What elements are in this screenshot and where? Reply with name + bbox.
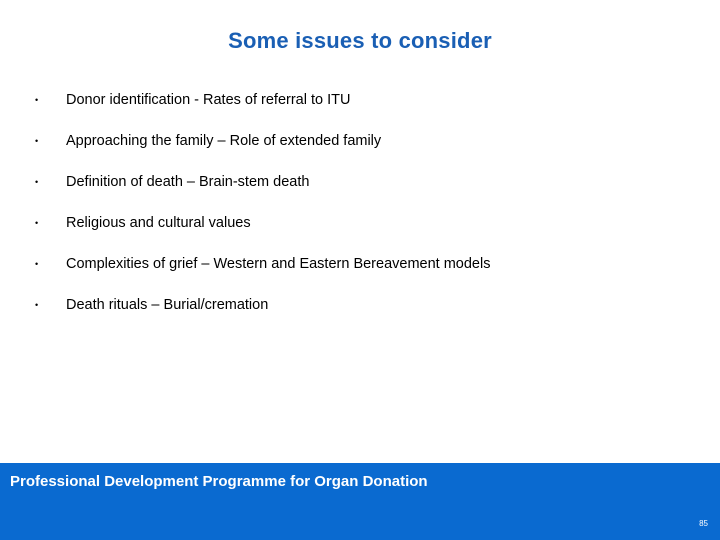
bullet-marker: •	[35, 300, 39, 310]
bullet-marker: •	[35, 136, 39, 146]
bullet-marker: •	[35, 95, 39, 105]
bullet-text: Approaching the family – Role of extended family	[66, 133, 382, 149]
bullet-text: Religious and cultural values	[66, 215, 251, 231]
bullet-text: Death rituals – Burial/cremation	[66, 297, 269, 313]
bullet-text: Complexities of grief – Western and Eastern Bereavement models	[66, 256, 491, 272]
bullet-item	[0, 170, 720, 211]
programme-name: Professional Development Programme for Organ Donation	[10, 473, 428, 490]
bullet-marker: •	[35, 177, 39, 187]
bullet-list	[0, 88, 720, 334]
bullet-text: Donor identification - Rates of referral to ITU	[66, 92, 351, 108]
bullet-item	[0, 252, 720, 293]
bullet-item	[0, 129, 720, 170]
bullet-item	[0, 88, 720, 129]
bullet-item	[0, 211, 720, 252]
slide-title: Some issues to consider	[228, 28, 492, 53]
footer-bar	[0, 463, 720, 540]
bullet-marker: •	[35, 259, 39, 269]
bullet-item	[0, 293, 720, 334]
bullet-marker: •	[35, 218, 39, 228]
bullet-text: Definition of death – Brain-stem death	[66, 174, 310, 190]
page-number: 85	[699, 519, 708, 528]
